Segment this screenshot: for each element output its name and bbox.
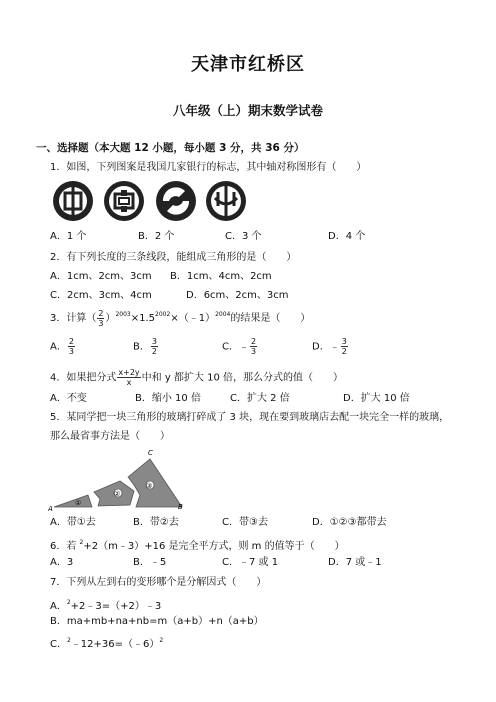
q4-stem: 4．如果把分式 $\frac{x+2y}{x}$ 中和 y 都扩大 10 倍，那么分式的值（ ） (50, 368, 343, 387)
q5-option-b[interactable]: B．带②去 (133, 517, 179, 528)
page-title: 天津市红桥区 (191, 54, 305, 75)
q2-option-b[interactable]: B．1cm、4cm、2cm (170, 271, 272, 282)
exam-subtitle: 八年级（上）期末数学试卷 (172, 103, 323, 118)
q4-fraction: $\frac{x+2y}{x}$ (118, 368, 140, 387)
q6-option-b[interactable]: B．﹣5 (133, 557, 167, 568)
q2-stem: 2．有下列长度的三条线段，能组成三角形的是（ ） (50, 252, 297, 263)
piece-label-3: ③ (146, 482, 153, 490)
q4-option-d[interactable]: D．扩大 10 倍 (343, 393, 410, 404)
q3-fraction: $\frac{2}{3}$ (98, 308, 104, 328)
q3-stem: 3．计算（ $\frac{2}{3}$ ）$^{2003}\times 1.5^{2002}\times(﹣1)^{2004}$的结果是（ ） (50, 308, 311, 328)
glass-piece-1 (54, 495, 92, 507)
q2-option-c[interactable]: C．2cm、3cm、4cm (50, 290, 152, 301)
q3-option-c[interactable]: C．﹣ $\frac{2}{3}$ (222, 337, 257, 356)
q6-option-a[interactable]: A．3 (50, 557, 74, 568)
q6-option-c[interactable]: C．﹣7 或 1 (222, 557, 279, 568)
q5-stem-line2: 那么最省事方法是（ ） (50, 431, 170, 442)
q1-option-a[interactable]: A．1 个 (50, 231, 87, 242)
piece-label-2: ② (114, 490, 121, 498)
q5-option-a[interactable]: A．带①去 (50, 517, 96, 528)
q5-option-c[interactable]: C．带③去 (222, 517, 268, 528)
q4-option-c[interactable]: C．扩大 2 倍 (230, 393, 290, 404)
q1-option-d[interactable]: D．4 个 (328, 231, 366, 242)
vertex-c-label: C (148, 449, 153, 457)
glass-piece-3 (128, 459, 182, 507)
q1-option-c[interactable]: C．3 个 (225, 231, 262, 242)
q4-option-b[interactable]: B．缩小 10 倍 (135, 393, 201, 404)
q4-option-a[interactable]: A．不变 (50, 393, 87, 404)
construction-bank-logo (155, 180, 197, 222)
q3-option-b[interactable]: B． $\frac{3}{2}$ (133, 337, 157, 356)
q1-stem: 1．如图，下列图案是我国几家银行的标志，其中轴对称图形有（ ） (50, 162, 367, 173)
section-heading: 一、选择题（本大题 12 小题，每小题 3 分，共 36 分） (36, 142, 305, 154)
q5-option-d[interactable]: D．①②③都带去 (312, 517, 387, 528)
broken-triangle-figure (48, 445, 198, 513)
q3-option-d[interactable]: D．﹣ $\frac{3}{2}$ (312, 337, 347, 356)
q7-option-a[interactable]: A．$^2$+2﹣3=（+2）﹣3 (50, 599, 162, 612)
q2-option-d[interactable]: D．6cm、2cm、3cm (186, 290, 289, 301)
vertex-a-label: A (48, 505, 53, 513)
q6-option-d[interactable]: D．7 或﹣1 (328, 557, 382, 568)
q7-option-c[interactable]: C．$^2$﹣12+36=（﹣6）$^2$ (50, 637, 164, 650)
q5-stem-line1: 5．某同学把一块三角形的玻璃打碎成了 3 块，现在要到玻璃店去配一块完全一样的玻璃， (50, 412, 450, 423)
q6-stem: 6．若 $^2$+2（m﹣3）+16 是完全平方式，则 m 的值等于（ ） (50, 539, 345, 552)
bank-of-china-logo (52, 180, 94, 222)
agricultural-bank-logo (205, 180, 247, 222)
q7-option-b[interactable]: B．ma+mb+na+nb=m（a+b）+n（a+b） (50, 616, 264, 627)
q2-option-a[interactable]: A．1cm、2cm、3cm (50, 271, 152, 282)
piece-label-1: ① (75, 499, 82, 507)
vertex-b-label: B (178, 503, 183, 511)
icbc-logo (103, 180, 145, 222)
q3-option-a[interactable]: A． $\frac{2}{3}$ (50, 337, 74, 356)
q7-stem: 7．下列从左到右的变形哪个是分解因式（ ） (50, 577, 267, 588)
q1-option-b[interactable]: B．2 个 (138, 231, 175, 242)
